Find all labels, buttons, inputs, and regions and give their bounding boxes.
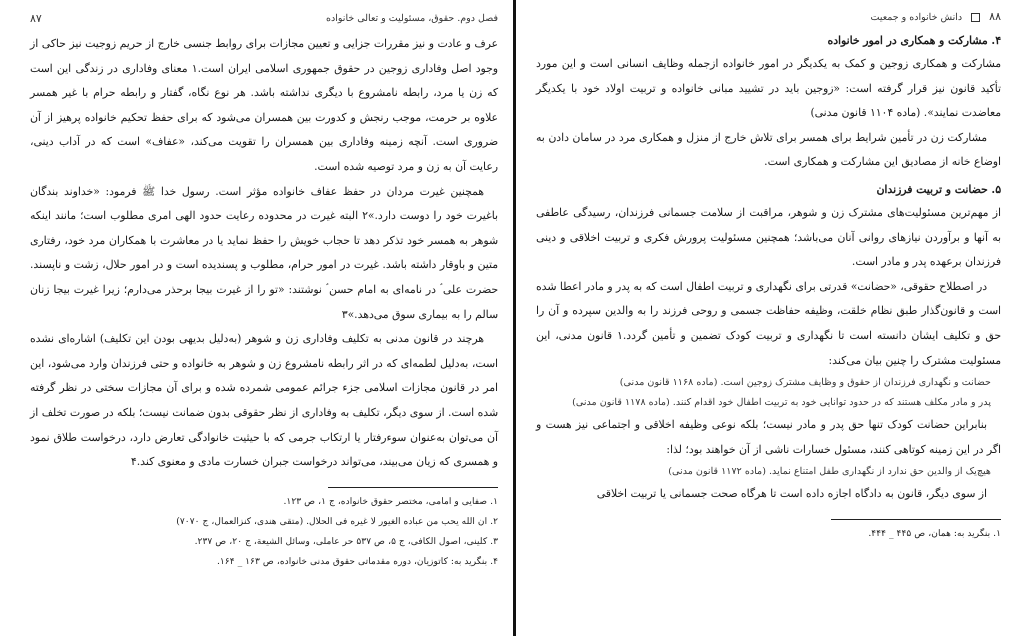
left-paragraph-2: همچنین غیرت مردان در حفظ عفاف خانواده مؤثر است. رسول خدا ﷺ فرمود: «خداوند بندگان باغیرت خود را دوست دارد.»۲ البته غیرت در محدوده رعایت حدود الهی امری مطلوب است؛ مانند اینکه شوهر به همسر خود تذکر دهد تا حجاب خویش را حفظ نماید یا در معاشرت با همکاران مرد خود، رفتاری متین و باوقار داشته باشد. غیرت در امور حرام، مطلوب و پسندیده است و در امور حلال، زشت و ناپسند. حضرت علی ؑ در نامه‌ای به امام حسن ؑ نوشتند: «تو را از غیرت بیجا برحذر می‌دارم؛ زیرا غیرت بیجا زنان سالم را به بیماری سوق می‌دهد.»۳ [30, 184, 498, 321]
left-page-header [30, 10, 498, 26]
right-page [518, 0, 1031, 636]
left-running-head: فصل دوم. حقوق، مسئولیت و تعالی خانواده [326, 12, 498, 24]
right-running-head: دانش خانواده و جمعیت [870, 11, 963, 23]
page-gutter-divider [513, 0, 516, 636]
left-footnote-1: ۱. صفایی و امامی، مختصر حقوق خانواده، ج ۱، ص ۱۲۳. [283, 495, 498, 507]
civil-code-quote-2: پدر و مادر مکلف هستند که در حدود توانایی خود به تربیت اطفال خود اقدام کنند. (ماده ۱۱۷۸ قانون مدنی) [572, 397, 991, 409]
right-footnote-separator [831, 519, 1001, 520]
left-page [0, 0, 512, 636]
right-page-header [536, 8, 1001, 24]
header-square-icon [971, 13, 980, 22]
section-5-heading: ۵. حضانت و تربیت فرزندان [876, 182, 1001, 196]
right-last-paragraph: از سوی دیگر، قانون به دادگاه اجازه داده است تا هرگاه صحت جسمانی یا تربیت اخلاقی [596, 487, 987, 501]
right-page-number: ۸۸ [989, 9, 1001, 23]
after-quote-paragraph: بنابراین حضانت کودک تنها حق پدر و مادر نیست؛ بلکه نوعی وظیفه اخلاقی و اجتماعی نیز هست و اگر در این زمینه کوتاهی کنند، مسئول خسارات ناشی از آن خواهند بود؛ لذا: [536, 418, 1001, 456]
left-paragraph-3: هرچند در قانون مدنی به تکلیف وفاداری زن و شوهر (به‌دلیل بدیهی بودن این تکلیف) اشاره‌ای نشده است، به‌دلیل لطمه‌ای که در اثر رابطه نامشروع زن و شوهر به خانواده و حتی فرزندان وارد می‌شود، این امر در قانون مجازات اسلامی جزء جرائم عمومی شمرده شده و برای آن مجازات سختی در نظر گرفته شده است. از سوی دیگر، تکلیف به وفاداری از نظر حقوقی بدون ضمانت نیست؛ بلکه در صورت تخلف از آن می‌توان به‌عنوان سوءرفتار یا ارتکاب جرمی که با حیثیت خانوادگی تعارض دارد، درخواست طلاق نمود و همسری که زیان می‌بیند، می‌تواند درخواست جبران خسارت مادی و معنوی کند.۴ [30, 332, 498, 469]
civil-code-quote-3: هیچ‌یک از والدین حق ندارد از نگهداری طفل امتناع نماید. (ماده ۱۱۷۲ قانون مدنی) [668, 466, 991, 478]
left-page-number: ۸۷ [30, 11, 42, 25]
section-5-paragraph-2: در اصطلاح حقوقی، «حضانت» قدرتی برای نگهداری و تربیت اطفال است که به پدر و مادر اعطا شده است و قانون‌گذار طبق نظام خلقت، وظیفه حفاظت جسمی و روحی فرزند را به والدین سپرده و آن را حق و تکلیف ایشان دانسته است تا نگهداری و تربیت کودک تضمین و تأمین گردد.۱ قانون مدنی، این مسئولیت مشترک را چنین بیان می‌کند: [536, 279, 1002, 367]
left-paragraph-1: عرف و عادت و نیز مقررات جزایی و تعیین مجازات برای روابط جنسی خارج از حریم زوجیت نیز حاکی از وجود اصل وفاداری زوجین در حقوق جمهوری اسلامی ایران است.۱ معنای وفاداری در زندگی این است که زن یا مرد، رابطه نامشروع با دیگری نداشته باشد. هر نوع نگاه، گفتار و رابطه حرام با غیر همسر علاوه بر حرمت، موجب رنجش و کدورت بین همسران می‌شود که برای حفظ تحکیم خانواده پرهیز از آن ضروری است. آنچه زمینه وفاداری بین همسران را تقویت می‌کند، «عفاف» است که در آداب دینی، رعایت آن به زن و مرد توصیه شده است. [30, 37, 499, 173]
right-page-header-group [871, 10, 1001, 23]
section-5-paragraph-1: از مهم‌ترین مسئولیت‌های مشترک زن و شوهر، مراقبت از سلامت جسمانی فرزندان، رسیدگی عاطفی به آنها و برآوردن نیازهای روانی آنان می‌باشد؛ همچنین مسئولیت پرورش فکری و تربیت اخلاقی و دینی فرزندان برعهده پدر و مادر است. [536, 205, 1001, 269]
left-footnote-3: ۳. کلینی، اصول الکافی، ج ۵، ص ۵۳۷ حر عاملی، وسائل الشیعة، ج ۲۰، ص ۲۳۷. [194, 535, 498, 547]
section-4-paragraph-2: مشارکت زن در تأمین شرایط برای همسر برای تلاش خارج از منزل و همکاری مرد در سامان دادن به اوضاع خانه از مصادیق این مشارکت و همکاری است. [536, 130, 1001, 169]
right-footnote-1: ۱. بنگرید به: همان، ص ۴۴۵ _ ۴۴۴. [868, 527, 1001, 539]
section-4-heading: ۴. مشارکت و همکاری در امور خانواده [827, 34, 1001, 47]
left-footnote-separator [328, 487, 498, 488]
left-footnote-2: ۲. ان الله یحب من عباده الغیور لا غیره فی الحلال. (متقی هندی، کنزالعمال، ج ۷۰۷۰) [176, 515, 498, 527]
left-footnote-4: ۴. بنگرید به: کاتوزیان، دوره مقدماتی حقوق مدنی خانواده، ص ۱۶۳ _ ۱۶۴. [216, 555, 498, 567]
civil-code-quote-1: حضانت و نگهداری فرزندان از حقوق و وظایف مشترک زوجین است. (ماده ۱۱۶۸ قانون مدنی) [619, 377, 991, 389]
section-4-paragraph-1: مشارکت و همکاری زوجین و کمک به یکدیگر در امور خانواده ازجمله وظایف انسانی است و این مورد تأکید قانون نیز قرار گرفته است: «زوجین باید در تشیید مبانی خانواده و تربیت اولاد خود با یکدیگر معاضدت نمایند». (ماده ۱۱۰۴ قانون مدنی) [536, 57, 1001, 120]
